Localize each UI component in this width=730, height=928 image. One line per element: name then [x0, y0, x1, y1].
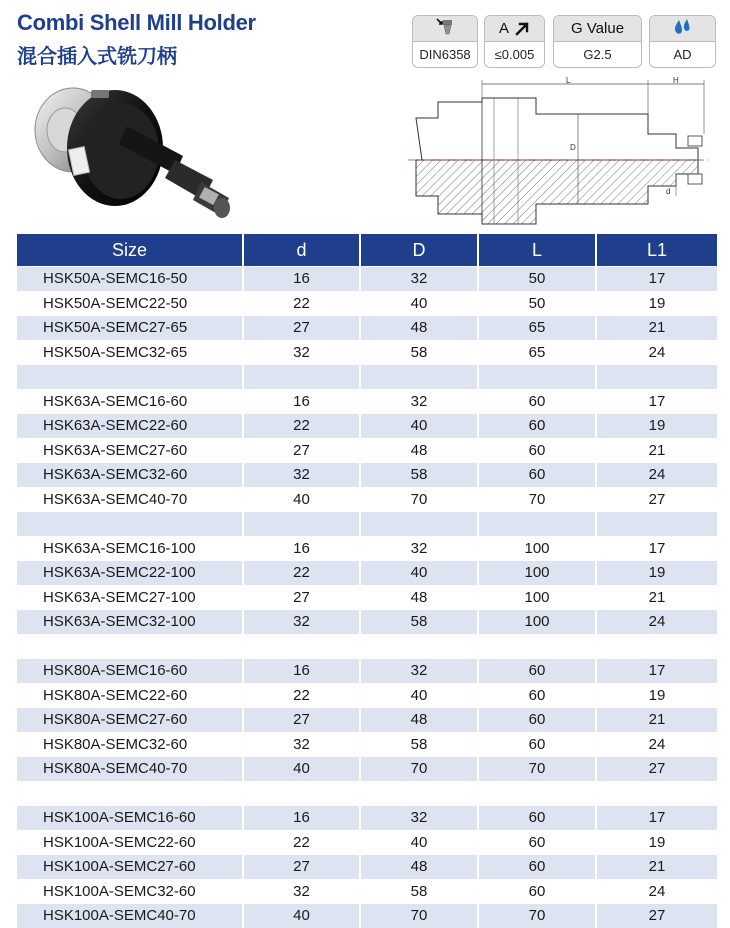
- cell-D: 58: [360, 879, 478, 904]
- cell-L1: 21: [596, 585, 717, 610]
- cell-size: HSK50A-SEMC16-50: [17, 267, 243, 292]
- cell-size: [17, 365, 243, 390]
- cell-d: [243, 365, 360, 390]
- table-row: [17, 463, 717, 488]
- cell-D: 70: [360, 487, 478, 512]
- cell-D: 48: [360, 585, 478, 610]
- cell-L: 50: [478, 291, 596, 316]
- cell-size: HSK80A-SEMC16-60: [17, 659, 243, 684]
- cell-D: 48: [360, 438, 478, 463]
- cell-L1: [596, 781, 717, 806]
- cell-d: 40: [243, 487, 360, 512]
- cell-L: 100: [478, 585, 596, 610]
- cell-L1: 24: [596, 340, 717, 365]
- drawing-label-d: d: [666, 187, 671, 196]
- cell-D: 32: [360, 806, 478, 831]
- spec-box-coolant: [649, 15, 716, 68]
- cell-d: [243, 512, 360, 537]
- cell-size: HSK63A-SEMC22-100: [17, 561, 243, 586]
- page-subtitle-chinese: 混合插入式铣刀柄: [17, 44, 177, 68]
- cell-size: HSK63A-SEMC27-100: [17, 585, 243, 610]
- cell-size: HSK100A-SEMC32-60: [17, 879, 243, 904]
- cell-d: [243, 781, 360, 806]
- cell-L: 100: [478, 536, 596, 561]
- table-row: [17, 340, 717, 365]
- cell-D: 40: [360, 683, 478, 708]
- cell-D: 48: [360, 855, 478, 880]
- cell-size: HSK100A-SEMC27-60: [17, 855, 243, 880]
- cell-L1: 17: [596, 389, 717, 414]
- cell-D: 58: [360, 340, 478, 365]
- spec-box-standard: [412, 15, 478, 68]
- technical-drawing: [408, 74, 718, 232]
- cell-D: [360, 365, 478, 390]
- spec-balance-value: G2.5: [583, 47, 612, 62]
- cell-d: 22: [243, 291, 360, 316]
- table-spacer-row: [17, 365, 717, 390]
- spec-accuracy-label: A: [498, 20, 509, 37]
- cell-L: 60: [478, 708, 596, 733]
- table-spacer-row: [17, 781, 717, 806]
- cell-D: [360, 634, 478, 659]
- table-row: [17, 585, 717, 610]
- cell-L: 60: [478, 855, 596, 880]
- header-size: Size: [17, 234, 243, 267]
- arrow-up-right-icon: [515, 21, 530, 36]
- table-row: [17, 904, 717, 928]
- cell-D: 32: [360, 536, 478, 561]
- cell-D: 70: [360, 757, 478, 782]
- header-d: d: [243, 234, 360, 267]
- spec-box-balance: [553, 15, 642, 68]
- header-L1: L1: [596, 234, 717, 267]
- cell-L: [478, 512, 596, 537]
- cell-L1: 21: [596, 316, 717, 341]
- cell-L: 70: [478, 904, 596, 928]
- cell-L1: 17: [596, 659, 717, 684]
- cell-L: 65: [478, 316, 596, 341]
- cell-size: HSK63A-SEMC22-60: [17, 414, 243, 439]
- cell-d: 32: [243, 463, 360, 488]
- cell-L: [478, 634, 596, 659]
- cell-d: 16: [243, 659, 360, 684]
- page-title: Combi Shell Mill Holder: [17, 10, 256, 35]
- table-row: [17, 414, 717, 439]
- cell-L1: 19: [596, 291, 717, 316]
- cell-d: [243, 634, 360, 659]
- cell-d: 32: [243, 610, 360, 635]
- cell-d: 22: [243, 561, 360, 586]
- cell-L1: 21: [596, 855, 717, 880]
- coolant-drops-icon: [672, 17, 694, 41]
- cell-D: 32: [360, 659, 478, 684]
- cell-L1: 17: [596, 806, 717, 831]
- table-row: [17, 316, 717, 341]
- cell-size: HSK50A-SEMC32-65: [17, 340, 243, 365]
- header-L: L: [478, 234, 596, 267]
- cell-L1: 24: [596, 610, 717, 635]
- cell-d: 22: [243, 414, 360, 439]
- table-row: [17, 487, 717, 512]
- cell-L1: 19: [596, 414, 717, 439]
- spec-box-accuracy: [484, 15, 545, 68]
- table-row: [17, 757, 717, 782]
- cell-size: [17, 634, 243, 659]
- cell-D: 40: [360, 561, 478, 586]
- cell-L1: [596, 365, 717, 390]
- cell-d: 32: [243, 340, 360, 365]
- cell-L: 60: [478, 463, 596, 488]
- cell-d: 22: [243, 683, 360, 708]
- table-row: [17, 830, 717, 855]
- cell-D: 58: [360, 732, 478, 757]
- cell-L1: [596, 634, 717, 659]
- cell-L: 60: [478, 732, 596, 757]
- drawing-label-D: D: [570, 143, 576, 152]
- table-spacer-row: [17, 512, 717, 537]
- cell-d: 22: [243, 830, 360, 855]
- cell-d: 16: [243, 536, 360, 561]
- cell-d: 32: [243, 879, 360, 904]
- cell-size: HSK100A-SEMC40-70: [17, 904, 243, 928]
- cell-D: 58: [360, 463, 478, 488]
- table-header-row: [17, 234, 717, 267]
- cell-size: [17, 781, 243, 806]
- cell-size: HSK80A-SEMC40-70: [17, 757, 243, 782]
- table-row: [17, 267, 717, 292]
- cell-size: [17, 512, 243, 537]
- cell-L: 100: [478, 610, 596, 635]
- cell-d: 27: [243, 585, 360, 610]
- spec-balance-label: G Value: [554, 16, 641, 42]
- table-row: [17, 879, 717, 904]
- cell-L: 60: [478, 683, 596, 708]
- table-row: [17, 659, 717, 684]
- cell-L: [478, 365, 596, 390]
- table-row: [17, 561, 717, 586]
- cell-size: HSK63A-SEMC16-100: [17, 536, 243, 561]
- cell-size: HSK63A-SEMC32-100: [17, 610, 243, 635]
- table-row: [17, 291, 717, 316]
- cell-d: 16: [243, 267, 360, 292]
- table-row: [17, 732, 717, 757]
- cell-size: HSK50A-SEMC22-50: [17, 291, 243, 316]
- cell-d: 16: [243, 389, 360, 414]
- cell-size: HSK80A-SEMC27-60: [17, 708, 243, 733]
- cell-d: 27: [243, 438, 360, 463]
- cell-L: 60: [478, 414, 596, 439]
- table-row: [17, 806, 717, 831]
- cell-L1: 24: [596, 463, 717, 488]
- cell-L1: 19: [596, 561, 717, 586]
- cell-L1: 17: [596, 536, 717, 561]
- cell-L1: 19: [596, 683, 717, 708]
- cell-D: 58: [360, 610, 478, 635]
- spec-coolant-value: AD: [673, 47, 692, 62]
- cell-L: 70: [478, 757, 596, 782]
- table-row: [17, 610, 717, 635]
- spec-accuracy-value: ≤0.005: [494, 47, 535, 62]
- spec-standard-value: DIN6358: [419, 47, 471, 62]
- cell-size: HSK100A-SEMC16-60: [17, 806, 243, 831]
- taper-holder-icon: [434, 17, 456, 41]
- cell-size: HSK80A-SEMC22-60: [17, 683, 243, 708]
- cell-d: 40: [243, 904, 360, 928]
- cell-D: 48: [360, 316, 478, 341]
- table-spacer-row: [17, 634, 717, 659]
- cell-L1: 24: [596, 879, 717, 904]
- cell-size: HSK63A-SEMC16-60: [17, 389, 243, 414]
- drawing-label-H: H: [673, 76, 679, 85]
- cell-size: HSK100A-SEMC22-60: [17, 830, 243, 855]
- cell-size: HSK63A-SEMC40-70: [17, 487, 243, 512]
- cell-L1: [596, 512, 717, 537]
- cell-L1: 17: [596, 267, 717, 292]
- cell-L1: 27: [596, 904, 717, 928]
- drawing-label-L: L: [566, 76, 571, 85]
- cell-D: 40: [360, 291, 478, 316]
- cell-L: 70: [478, 487, 596, 512]
- table-row: [17, 438, 717, 463]
- cell-D: [360, 512, 478, 537]
- cell-L: 60: [478, 806, 596, 831]
- cell-D: 32: [360, 267, 478, 292]
- cell-d: 27: [243, 855, 360, 880]
- cell-D: 48: [360, 708, 478, 733]
- cell-d: 16: [243, 806, 360, 831]
- cell-L1: 27: [596, 487, 717, 512]
- cell-D: [360, 781, 478, 806]
- cell-L: 60: [478, 389, 596, 414]
- cell-L1: 19: [596, 830, 717, 855]
- dimensions-table: [17, 234, 717, 928]
- cell-d: 27: [243, 316, 360, 341]
- cell-D: 40: [360, 414, 478, 439]
- product-image: [25, 78, 255, 228]
- header-D: D: [360, 234, 478, 267]
- cell-size: HSK63A-SEMC27-60: [17, 438, 243, 463]
- table-row: [17, 389, 717, 414]
- cell-size: HSK63A-SEMC32-60: [17, 463, 243, 488]
- cell-L1: 24: [596, 732, 717, 757]
- cell-size: HSK80A-SEMC32-60: [17, 732, 243, 757]
- cell-D: 40: [360, 830, 478, 855]
- cell-D: 70: [360, 904, 478, 928]
- cell-L: 60: [478, 879, 596, 904]
- cell-D: 32: [360, 389, 478, 414]
- table-row: [17, 683, 717, 708]
- cell-L: 50: [478, 267, 596, 292]
- cell-d: 27: [243, 708, 360, 733]
- cell-d: 32: [243, 732, 360, 757]
- cell-size: HSK50A-SEMC27-65: [17, 316, 243, 341]
- table-row: [17, 536, 717, 561]
- table-row: [17, 855, 717, 880]
- cell-L: 100: [478, 561, 596, 586]
- cell-L: 60: [478, 830, 596, 855]
- cell-L1: 21: [596, 708, 717, 733]
- cell-L: [478, 781, 596, 806]
- cell-L1: 27: [596, 757, 717, 782]
- table-row: [17, 708, 717, 733]
- cell-L: 65: [478, 340, 596, 365]
- cell-L1: 21: [596, 438, 717, 463]
- cell-L: 60: [478, 659, 596, 684]
- cell-L: 60: [478, 438, 596, 463]
- cell-d: 40: [243, 757, 360, 782]
